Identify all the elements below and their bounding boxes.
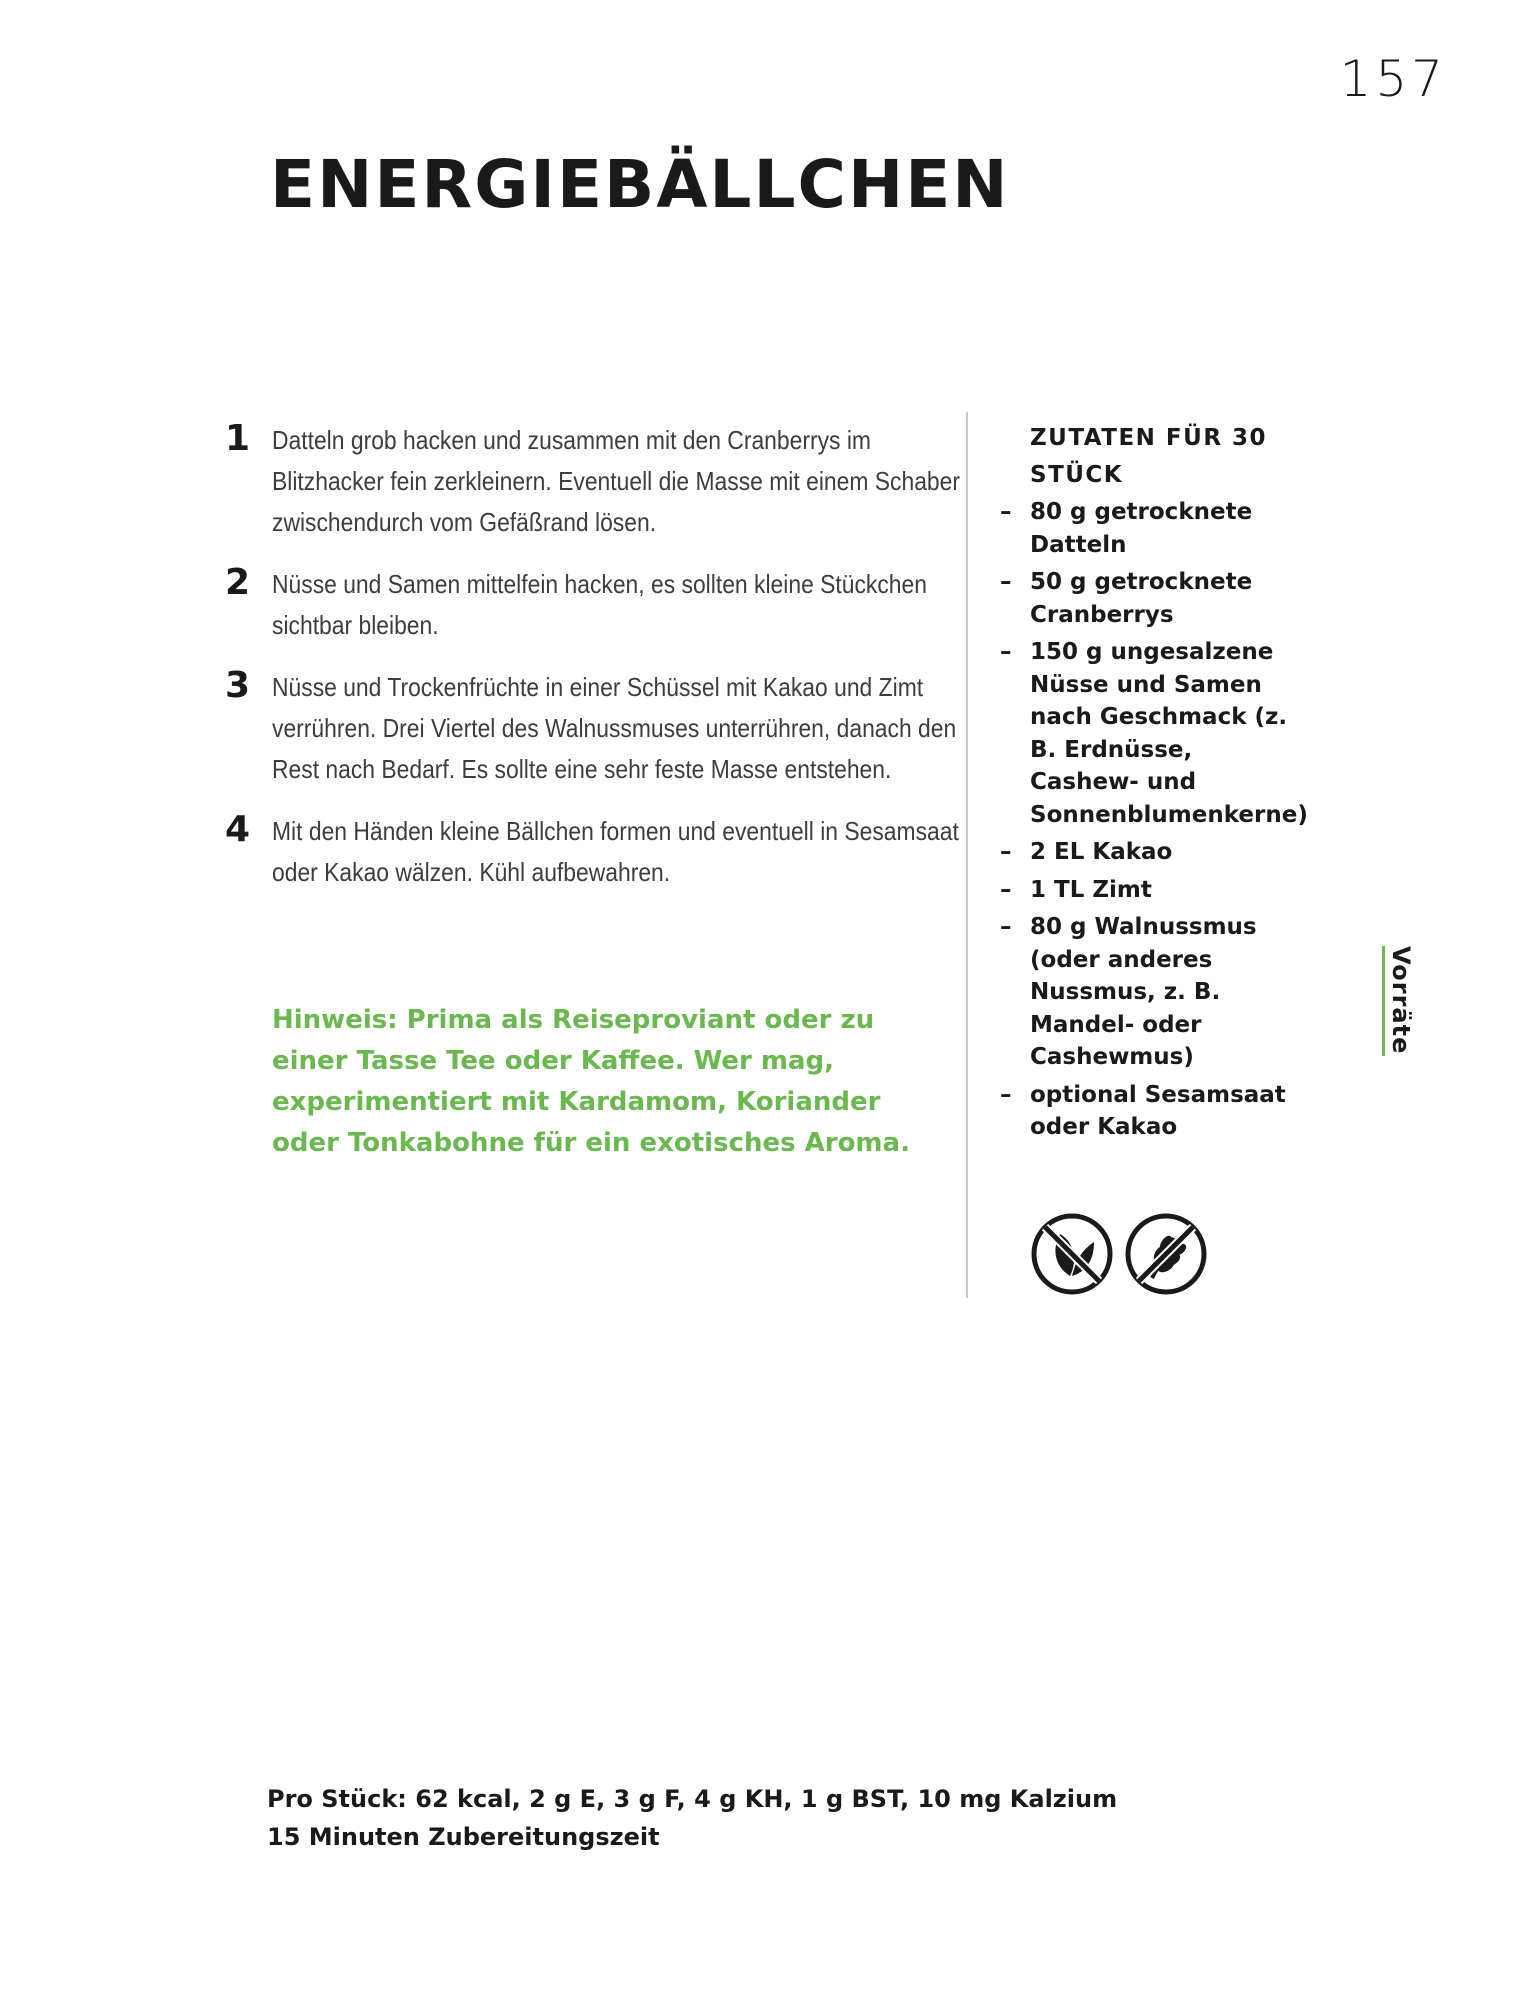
recipe-title: ENERGIEBÄLLCHEN: [270, 146, 1010, 223]
ingredients-heading: ZUTATEN FÜR 30 STÜCK: [1030, 425, 1268, 488]
page-number: 157: [1339, 50, 1447, 108]
gluten-free-icon: [1124, 1212, 1208, 1296]
list-dash: –: [1000, 639, 1012, 665]
list-dash: –: [1000, 914, 1012, 940]
ingredient-text: 80 g Walnussmus (oder anderes Nussmus, z. B. Mandel- oder Cashewmus): [1030, 914, 1257, 1070]
list-dash: –: [1000, 876, 1012, 903]
ingredient-item: [1000, 566, 1300, 631]
step-text: Nüsse und Trockenfrüchte in einer Schüssel mit Kakao und Zimt verrühren. Drei Viertel des Walnussmuses unterrühren, danach den Rest nach Bedarf. Es sollte eine sehr feste Masse entstehen.: [272, 672, 957, 784]
diet-icons: [1030, 1212, 1208, 1296]
ingredient-text: 80 g getrocknete Datteln: [1030, 499, 1253, 558]
section-tab-label: Vorräte: [1387, 946, 1415, 1055]
section-tab: [1382, 946, 1425, 1056]
column-divider: [966, 412, 968, 1298]
list-dash: –: [1000, 1081, 1012, 1108]
ingredient-text: 1 TL Zimt: [1030, 876, 1152, 903]
step-item: [220, 564, 940, 646]
step-item: [220, 665, 957, 790]
ingredient-text: optional Sesamsaat oder Kakao: [1030, 1081, 1286, 1140]
step-text: Nüsse und Samen mittelfein hacken, es sollten kleine Stückchen sichtbar bleiben.: [272, 569, 927, 640]
ingredient-text: 150 g ungesalzene Nüsse und Samen nach Geschmack (z. B. Erdnüsse, Cashew- und Sonnenblumenkerne): [1030, 639, 1308, 828]
recipe-footer: [267, 1780, 1117, 1856]
ingredient-item: [1000, 636, 1308, 831]
ingredient-text: 2 EL Kakao: [1030, 839, 1173, 865]
prep-time: 15 Minuten Zubereitungszeit: [267, 1823, 660, 1851]
preparation-steps: [220, 418, 960, 914]
step-text: Datteln grob hacken und zusammen mit den Cranberrys im Blitzhacker fein zerkleinern. Eventuell die Masse mit einem Schaber zwischendurch vom Gefäßrand lösen.: [272, 425, 960, 537]
ingredients-panel: [1000, 420, 1308, 1149]
step-number: 1: [225, 418, 251, 459]
ingredient-list: [1000, 496, 1308, 1144]
vegan-icon: [1030, 1212, 1114, 1296]
ingredient-item: [1000, 496, 1300, 561]
hint-note: Hinweis: Prima als Reiseproviant oder zu einer Tasse Tee oder Kaffee. Wer mag, experimentiert mit Kardamom, Koriander oder Tonkabohne für ein exotisches Aroma.: [272, 1005, 910, 1158]
ingredient-item: [1000, 1079, 1300, 1144]
step-number: 4: [225, 809, 251, 850]
list-dash: –: [1000, 839, 1012, 865]
step-item: [220, 809, 959, 893]
ingredient-item: [1000, 874, 1300, 907]
list-dash: –: [1000, 499, 1012, 525]
ingredient-text: 50 g getrocknete Cranberrys: [1030, 569, 1253, 628]
ingredient-item: [1000, 911, 1300, 1074]
step-item: [220, 418, 960, 543]
step-text: Mit den Händen kleine Bällchen formen und eventuell in Sesamsaat oder Kakao wälzen. Kühl aufbewahren.: [272, 816, 959, 887]
nutrition-info: Pro Stück: 62 kcal, 2 g E, 3 g F, 4 g KH, 1 g BST, 10 mg Kalzium: [267, 1785, 1118, 1813]
ingredient-item: [1000, 836, 1300, 869]
step-number: 3: [225, 665, 251, 706]
list-dash: –: [1000, 569, 1012, 595]
step-number: 2: [225, 562, 251, 603]
